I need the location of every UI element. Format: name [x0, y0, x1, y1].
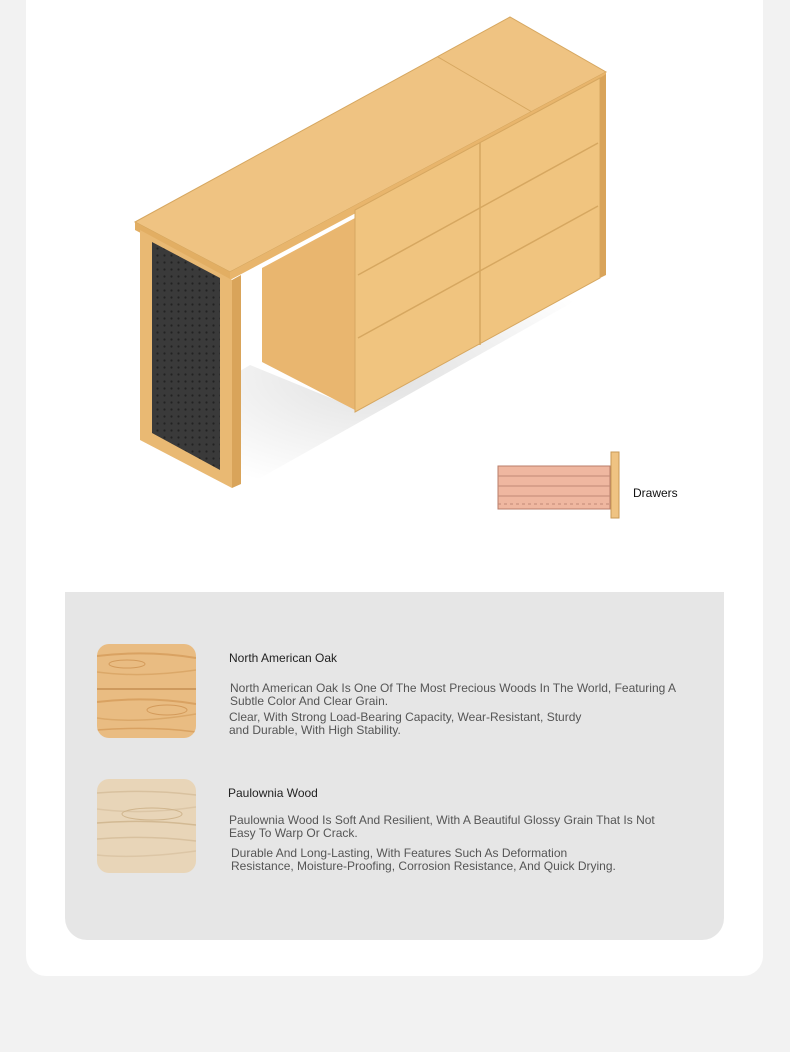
drawers-label: Drawers — [633, 486, 678, 500]
drawer-diagram — [496, 450, 622, 520]
materials-panel — [65, 592, 724, 940]
desk-illustration — [100, 10, 630, 500]
oak-wood-texture-icon — [97, 644, 196, 738]
paulownia-wood-texture-icon — [97, 779, 196, 873]
oak-description-2: Clear, With Strong Load-Bearing Capacity, Wear-Resistant, Sturdy and Durable, With High Stability. — [229, 710, 582, 737]
oak-description-1: North American Oak Is One Of The Most Precious Woods In The World, Featuring A Subtle Color And Clear Grain. — [230, 681, 676, 708]
paulownia-description-2: Durable And Long-Lasting, With Features Such As Deformation Resistance, Moisture-Proofing, Corrosion Resistance, And Quick Drying. — [231, 846, 616, 873]
paulownia-title: Paulownia Wood — [228, 786, 318, 800]
paulownia-description-1: Paulownia Wood Is Soft And Resilient, With A Beautiful Glossy Grain That Is Not Easy To Warp Or Crack. — [229, 813, 655, 840]
oak-title: North American Oak — [229, 651, 338, 665]
